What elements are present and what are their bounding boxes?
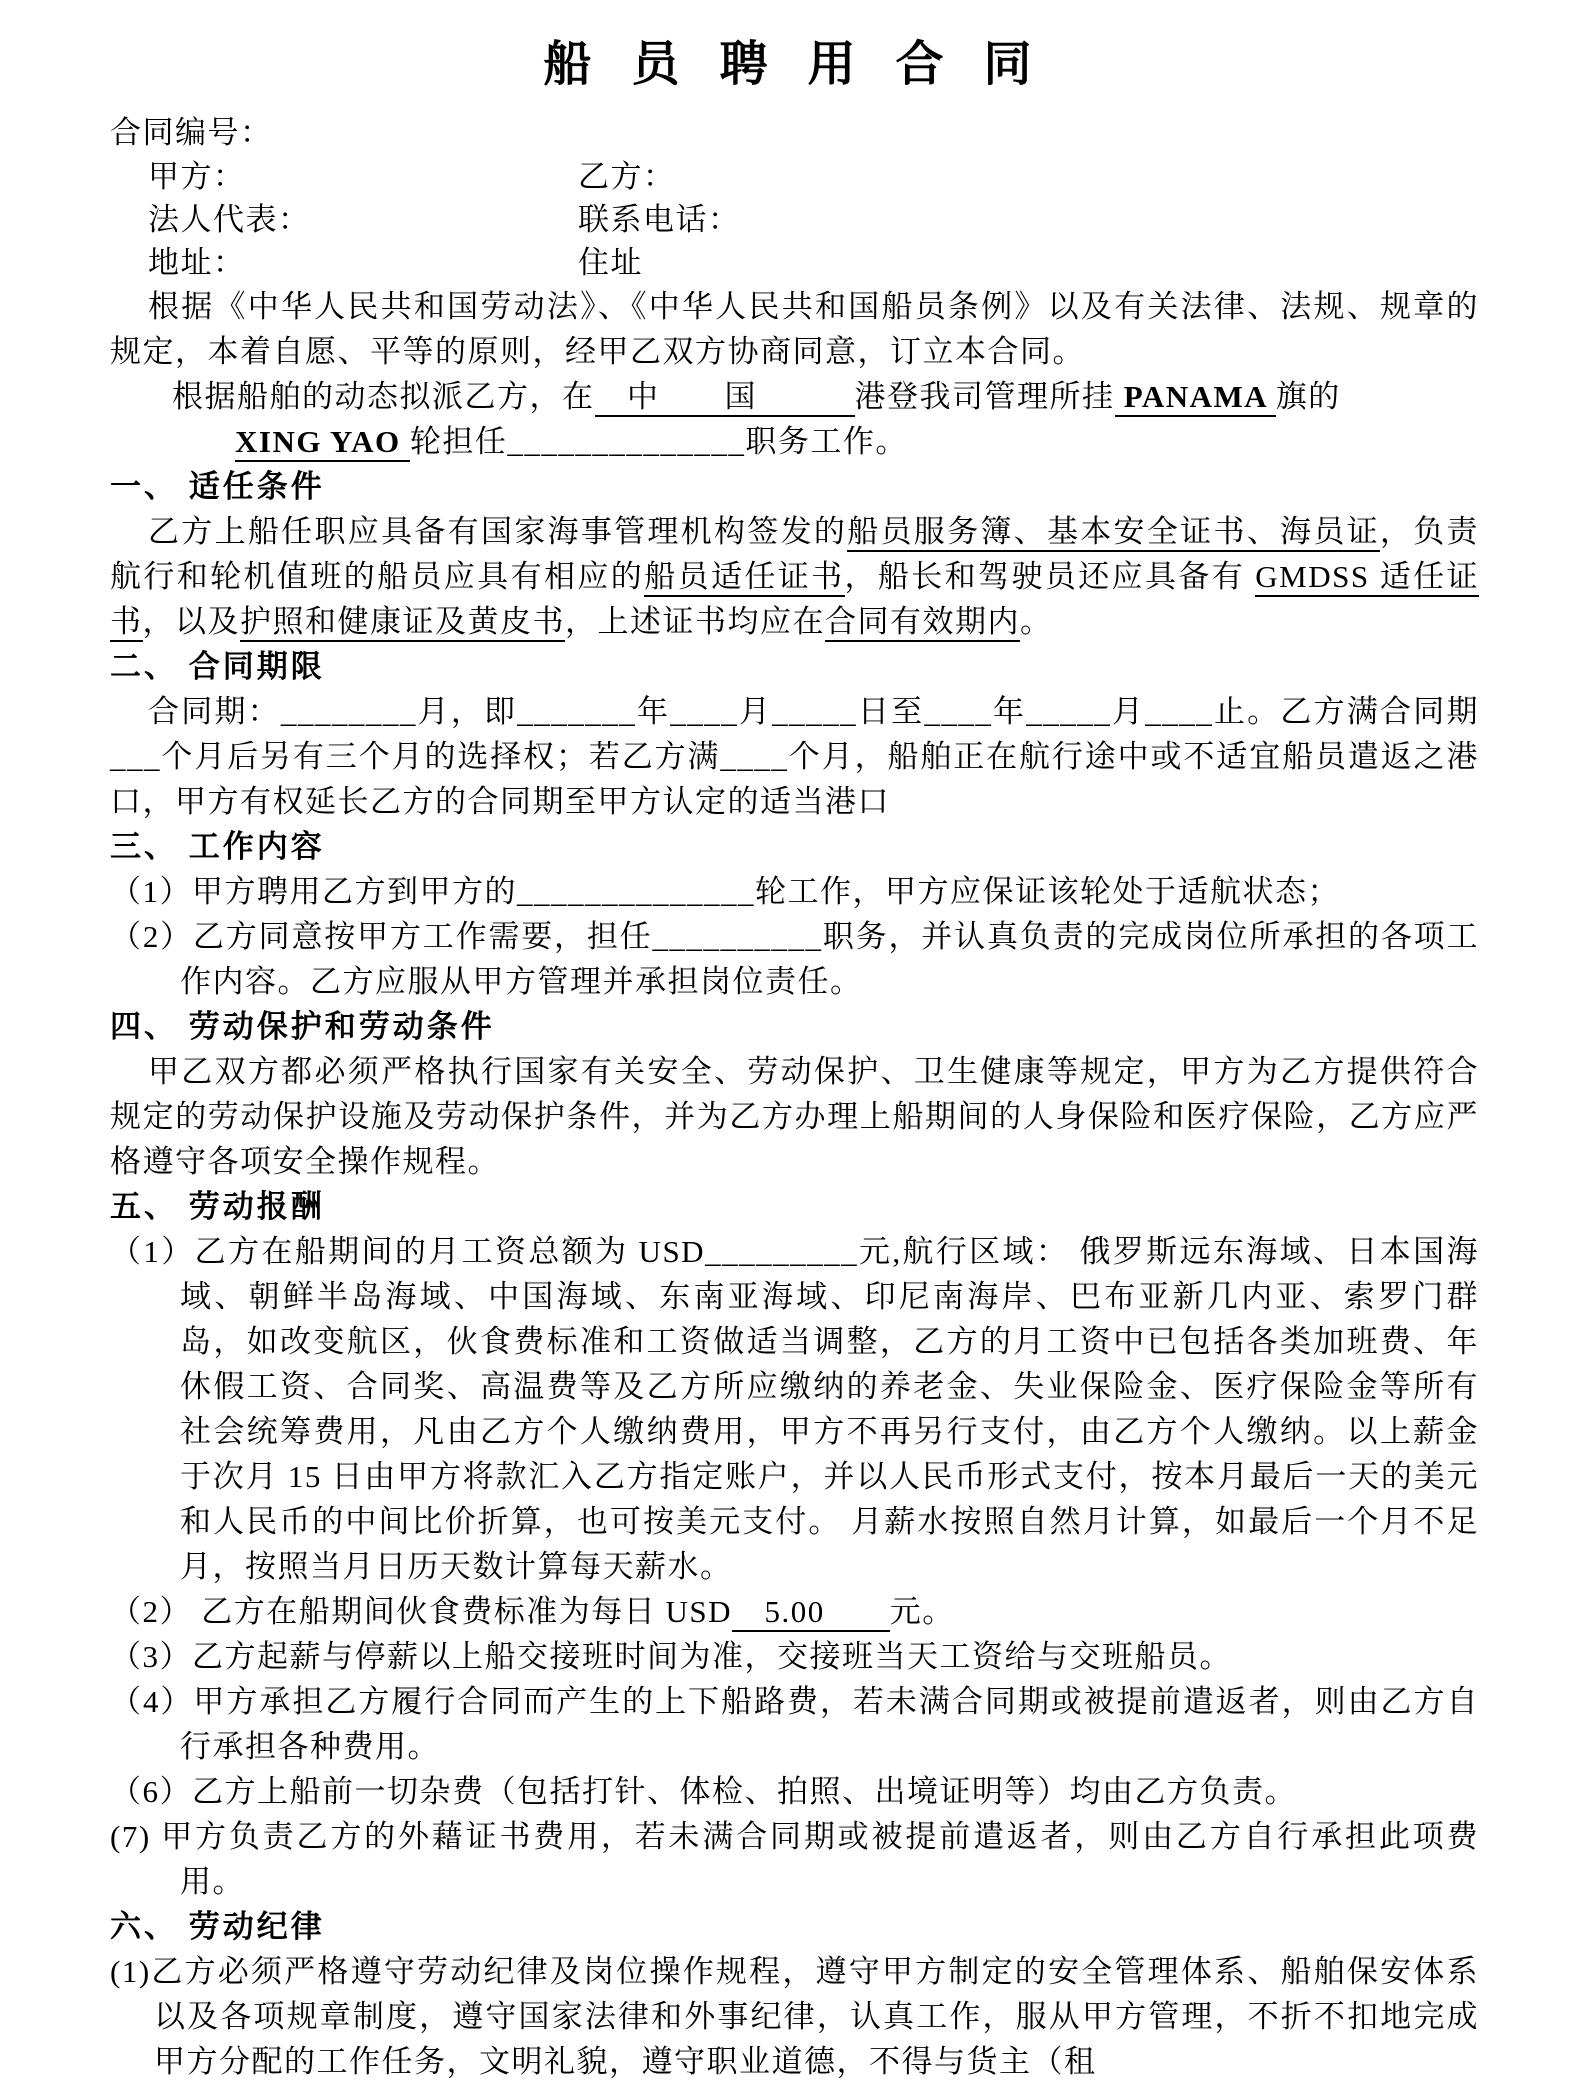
address-label: 地址： xyxy=(148,245,246,280)
text-run: 乙方上船任职应具备有国家海事管理机构签发的 xyxy=(148,514,848,549)
text-run: 根据船舶的动态拟派乙方，在 xyxy=(172,379,595,414)
contract-no-label: 合同编号： xyxy=(110,115,273,150)
underlined-text: 合同有效期内 xyxy=(825,604,1020,642)
text-run: ______________ xyxy=(507,424,746,459)
contract-item: (1)乙方必须严格遵守劳动纪律及岗位操作规程，遵守甲方制定的安全管理体系、船舶保安体系以及各项规章制度，遵守国家法律和外事纪律，认真工作，服从甲方管理，不折不扣地完成甲方分配的工作任务，文明礼貌，遵守职业道德，不得与货主（租 xyxy=(110,1954,1479,2079)
party-a-label: 甲方： xyxy=(148,159,246,194)
text-run: 旗的 xyxy=(1275,379,1341,414)
contract-item: （2）乙方同意按甲方工作需要，担任__________职务，并认真负责的完成岗位所承担的各项工作内容。乙方应服从甲方管理并承担岗位责任。 xyxy=(110,919,1479,999)
legal-rep-label: 法人代表： xyxy=(148,202,311,237)
underlined-text: 中 国 xyxy=(595,379,855,417)
underlined-text: 5.00 xyxy=(732,1594,890,1632)
contract-item: (7) 甲方负责乙方的外藉证书费用，若未满合同期或被提前遣返者，则由乙方自行承担此项费用。 xyxy=(110,1819,1479,1899)
section-1-body xyxy=(110,509,1479,644)
section-1-heading: 一、 适任条件 xyxy=(110,469,325,504)
text-run: （2） 乙方在船期间伙食费标准为每日 USD xyxy=(110,1594,733,1629)
info-row xyxy=(110,198,1479,241)
dispatch-line-2 xyxy=(110,419,1479,464)
section-5-heading: 五、 劳动报酬 xyxy=(110,1189,325,1224)
dispatch-line-1 xyxy=(110,374,1479,419)
underlined-text: PANAMA xyxy=(1115,379,1276,417)
underlined-text: XING YAO xyxy=(235,424,410,462)
underlined-text: GMDSS 适任证书 xyxy=(110,559,1479,642)
text-run: 。 xyxy=(1020,604,1053,639)
contract-item: （1）乙方在船期间的月工资总额为 USD_________元,航行区域： 俄罗斯远东海域、日本国海域、朝鲜半岛海域、中国海域、东南亚海域、印尼南海岸、巴布亚新几内亚、索罗门群岛，如改变航区，伙食费标准和工资做适当调整，乙方的月工资中已包括各类加班费、年休假工资、合同奖、高温费等及乙方所应缴纳的养老金、失业保险金、医疗保险金等所有社会统筹费用，凡由乙方个人缴纳费用，甲方不再另行支付，由乙方个人缴纳。以上薪金于次月 15 日由甲方将款汇入乙方指定账户，并以人民币形式支付，按本月最后一天的美元和人民币的中间比价折算，也可按美元支付。 月薪水按照自然月计算，如最后一个月不足月，按照当月日历天数计算每天薪水。 xyxy=(110,1234,1479,1584)
text-run: 职务工作。 xyxy=(745,424,908,459)
contract-item: （1）甲方聘用乙方到甲方的______________轮工作，甲方应保证该轮处于适航状态； xyxy=(110,874,1340,909)
text-run: ，上述证书均应在 xyxy=(565,604,825,639)
doc-title: 船 员 聘 用 合 同 xyxy=(543,38,1046,91)
text-run: 轮担任 xyxy=(409,424,508,459)
info-section xyxy=(110,155,1479,284)
section-4-body: 甲乙双方都必须严格执行国家有关安全、劳动保护、卫生健康等规定，甲方为乙方提供符合规定的劳动保护设施及劳动保护条件，并为乙方办理上船期间的人身保险和医疗保险，乙方应严格遵守各项安全操作规程。 xyxy=(110,1054,1479,1179)
preamble-paragraph: 根据《中华人民共和国劳动法》、《中华人民共和国船员条例》以及有关法律、法规、规章的规定，本着自愿、平等的原则，经甲乙双方协商同意，订立本合同。 xyxy=(110,289,1479,369)
section-3-heading: 三、 工作内容 xyxy=(110,829,325,864)
contract-item xyxy=(110,1589,1479,1634)
info-row xyxy=(110,155,1479,198)
section-4-heading: 四、 劳动保护和劳动条件 xyxy=(110,1009,495,1044)
text-run: 港登我司管理所挂 xyxy=(854,379,1115,414)
party-b-label: 乙方： xyxy=(578,159,676,194)
residence-label: 住址 xyxy=(578,245,643,280)
text-run: ，船长和驾驶员还应具备有 xyxy=(844,559,1256,594)
phone-label: 联系电话： xyxy=(578,202,741,237)
contract-item: （3）乙方起薪与停薪以上船交接班时间为准，交接班当天工资给与交班船员。 xyxy=(110,1639,1232,1674)
text-run: 元。 xyxy=(889,1594,955,1629)
contract-item: （4）甲方承担乙方履行合同而产生的上下船路费，若未满合同期或被提前遣返者，则由乙方自行承担各种费用。 xyxy=(110,1684,1479,1764)
underlined-text: 护照和健康证及黄皮书 xyxy=(240,604,565,642)
info-row xyxy=(110,241,1479,284)
text-run: ，以及 xyxy=(142,604,240,639)
underlined-text: 船员适任证书 xyxy=(644,559,844,597)
section-2-heading: 二、 合同期限 xyxy=(110,649,325,684)
section-2-body: 合同期：________月，即_______年____月_____日至____年_____月____止。乙方满合同期___个月后另有三个月的选择权；若乙方满____个月，船舶正在航行途中或不适宜船员遣返之港口，甲方有权延长乙方的合同期至甲方认定的适当港口 xyxy=(110,694,1479,819)
text-run: ，负责航行和轮机值班的船员应具有相应的 xyxy=(110,514,1480,594)
section-6-heading: 六、 劳动纪律 xyxy=(110,1909,325,1944)
underlined-text: 船员服务簿、基本安全证书、海员证 xyxy=(847,514,1380,552)
contract-item: （6）乙方上船前一切杂费（包括打针、体检、拍照、出境证明等）均由乙方负责。 xyxy=(110,1774,1297,1809)
